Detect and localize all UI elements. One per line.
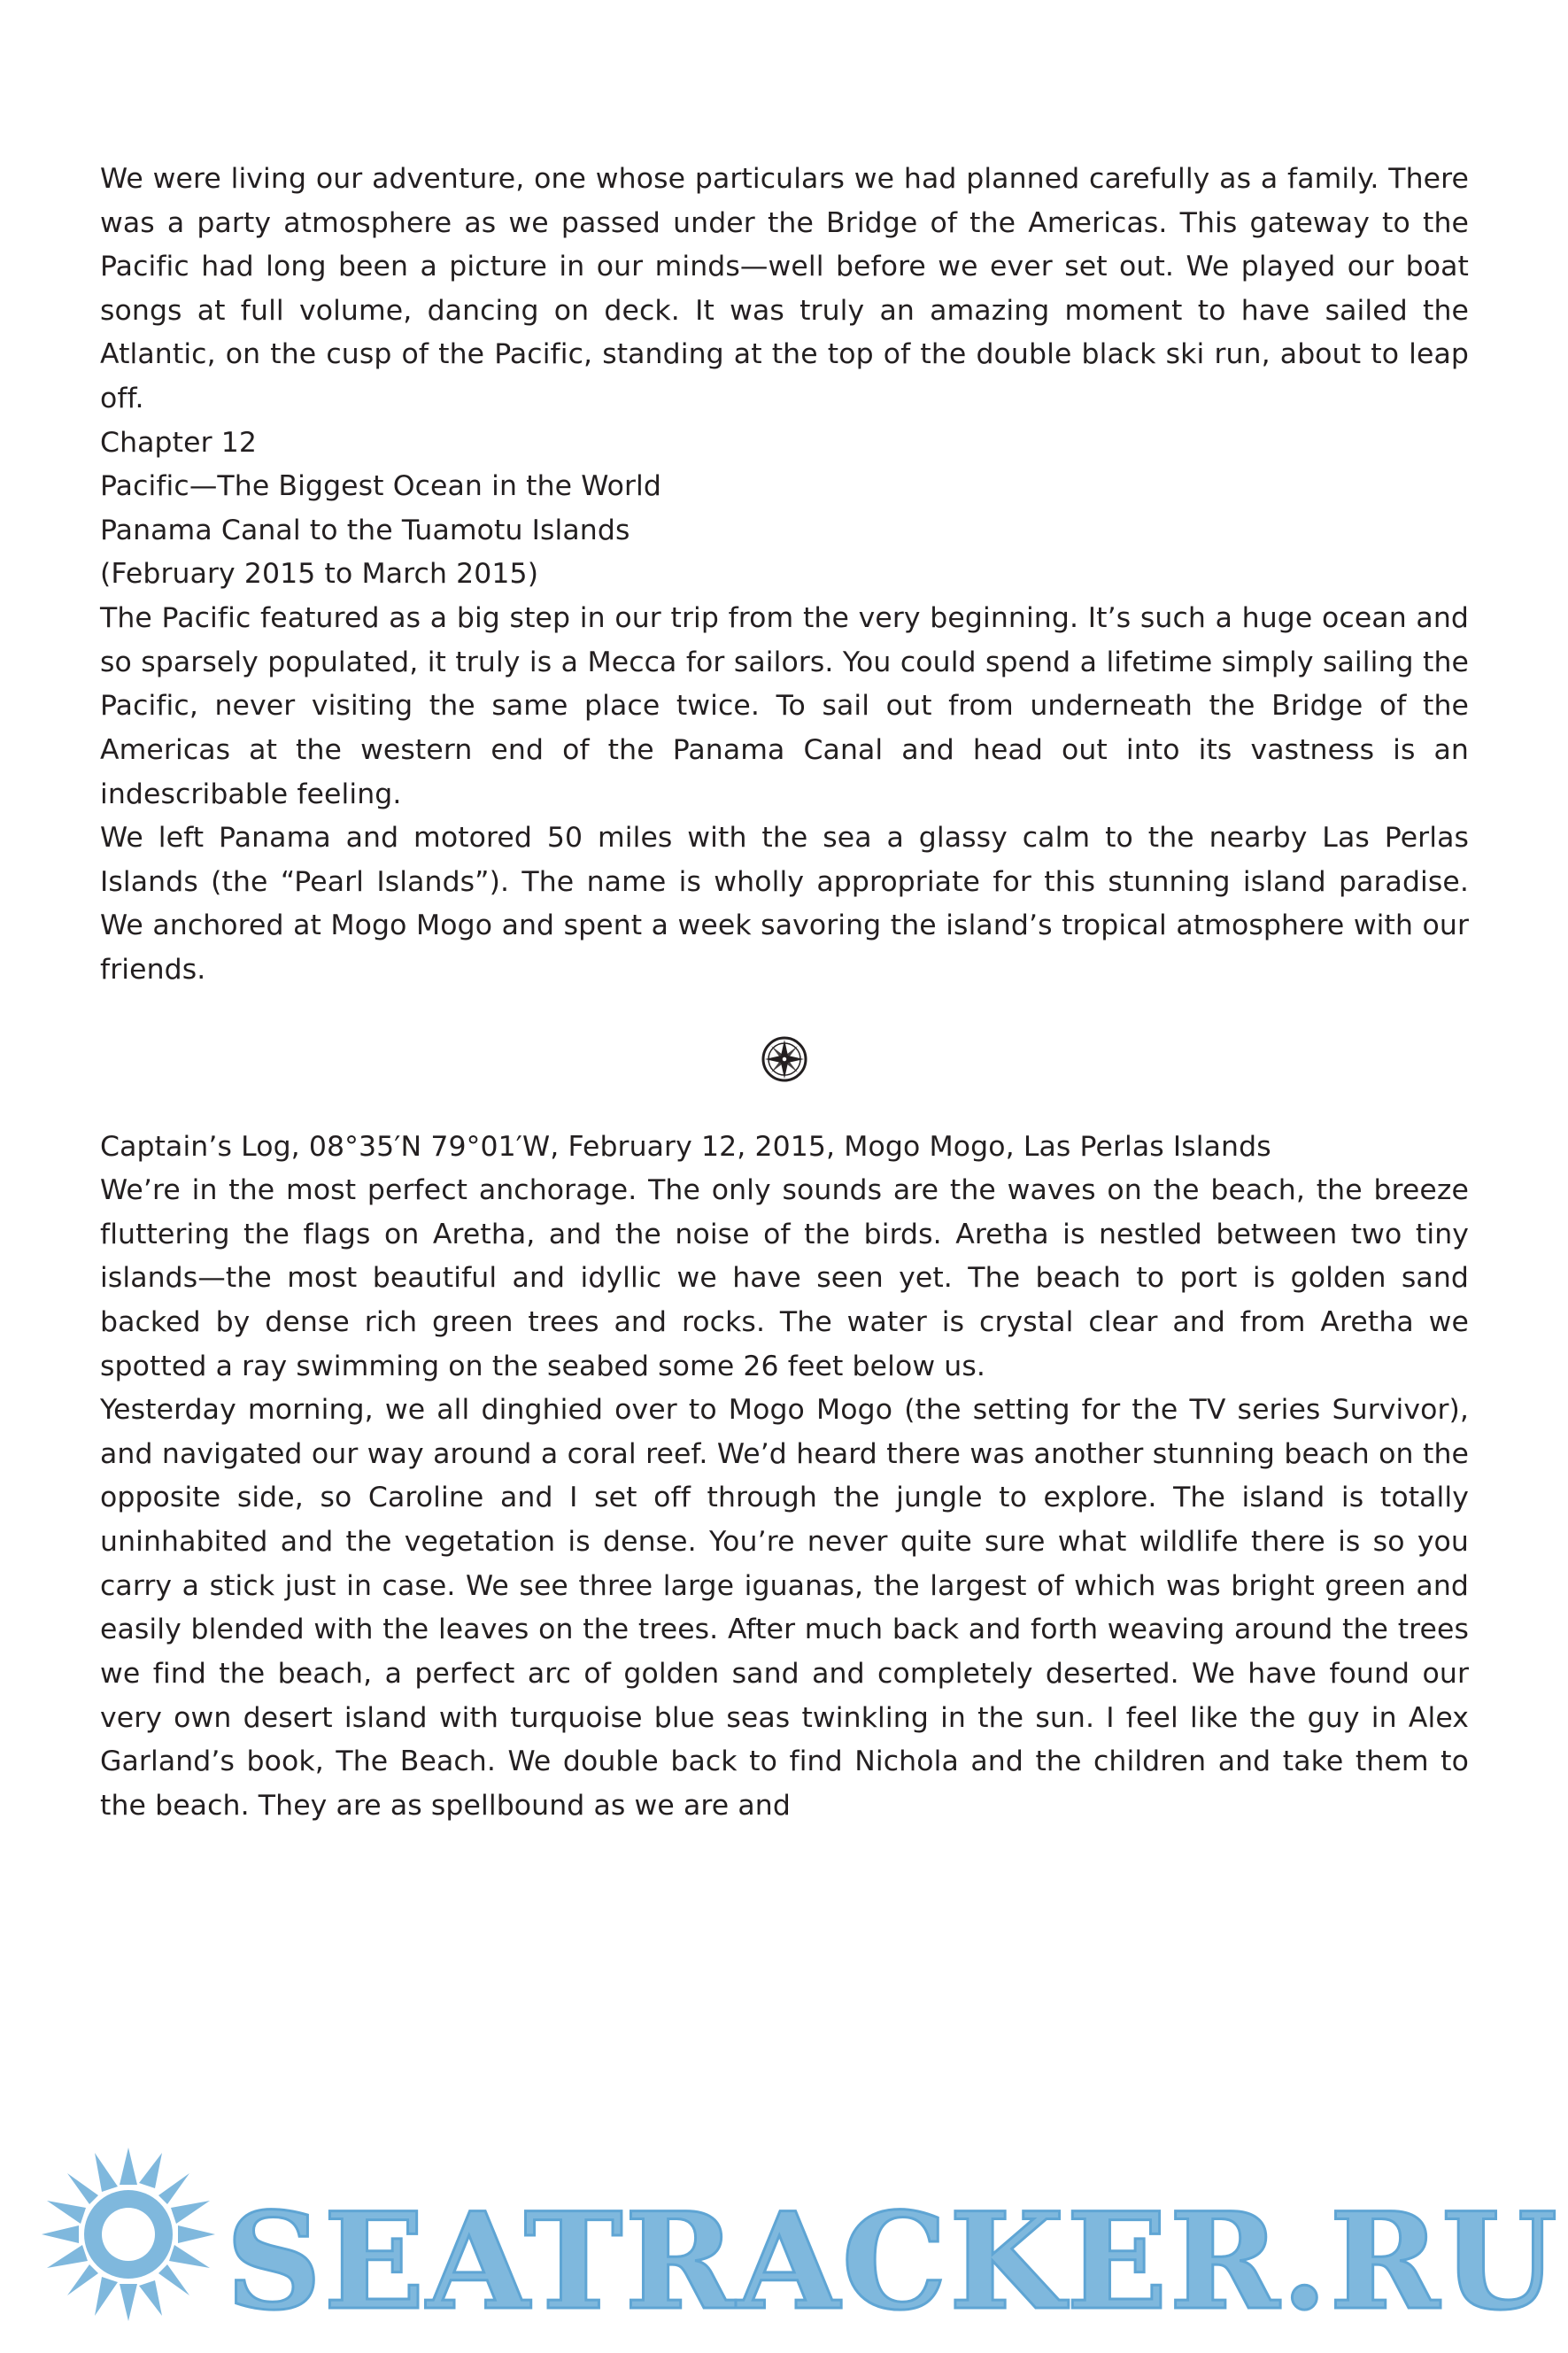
compass-rose-icon [753, 1028, 815, 1090]
chapter-number-heading: Chapter 12 [100, 426, 258, 459]
watermark [0, 2087, 1568, 2353]
page-content [100, 158, 1469, 1828]
chapter-date-range: (February 2015 to March 2015) [100, 558, 539, 591]
paragraph-anchorage: We’re in the most perfect anchorage. The only sounds are the waves on the beach, the breeze fluttering the flags on Aretha, and the noise of the birds. Aretha is nestled between two tiny islands—the most beautiful and idyllic we have seen yet. The beach to port is golden sand backed by dense rich green trees and rocks. The water is crystal clear and from Aretha we spotted a ray swimming on the seabed some 26 feet below us. [100, 1174, 1469, 1382]
paragraph-las-perlas: We left Panama and motored 50 miles with the sea a glassy calm to the nearby Las Perlas Islands (the “Pearl Islands”). The name is wholly appropriate for this stunning island paradise. We anchored at Mogo Mogo and spent a week savoring the island’s tropical atmosphere with our friends. [100, 822, 1469, 986]
paragraph-mogo-mogo-excursion: Yesterday morning, we all dinghied over to Mogo Mogo (the setting for the TV series Survivor), and navigated our way around a coral reef. We’d heard there was another stunning beach on the opposite side, so Caroline and I set off through the jungle to explore. The island is totally uninhabited and the vegetation is dense. You’re never quite sure what wildlife there is so you carry a stick just in case. We see three large iguanas, the largest of which was bright green and easily blended with the leaves on the trees. After much back and forth weaving around the trees we find the beach, a perfect arc of golden sand and completely deserted. We have found our very own desert island with turquoise blue seas twinkling in the sun. I feel like the guy in Alex Garland’s book, The Beach. We double back to find Nichola and the children and take them to the beach. They are as spellbound as we are and [100, 1394, 1469, 1822]
sun-burst-logo-icon [40, 2146, 217, 2326]
captains-log-header: Captain’s Log, 08°35′N 79°01′W, February 12, 2015, Mogo Mogo, Las Perlas Islands [100, 1130, 1271, 1163]
paragraph-pacific-overview: The Pacific featured as a big step in our trip from the very beginning. It’s such a huge ocean and so sparsely populated, it truly is a Mecca for sailors. You could spend a lifetime simply sailing the Pacific, never visiting the same place twice. To sail out from underneath the Bridge of the Americas at the western end of the Panama Canal and head out into its vastness is an indescribable feeling. [100, 602, 1469, 810]
section-divider-ornament [100, 993, 1469, 1126]
watermark-text: SEATRACKER.RU [226, 2184, 1559, 2340]
paragraph-intro: We were living our adventure, one whose particulars we had planned carefully as a family. There was a party atmosphere as we passed under the Bridge of the Americas. This gateway to the Pacific had long been a picture in our minds—well before we ever set out. We played our boat songs at full volume, dancing on deck. It was truly an amazing moment to have sailed the Atlantic, on the cusp of the Pacific, standing at the top of the double black ski run, about to leap off. [100, 163, 1469, 415]
chapter-subtitle: Panama Canal to the Tuamotu Islands [100, 514, 630, 546]
chapter-title: Pacific—The Biggest Ocean in the World [100, 470, 661, 503]
